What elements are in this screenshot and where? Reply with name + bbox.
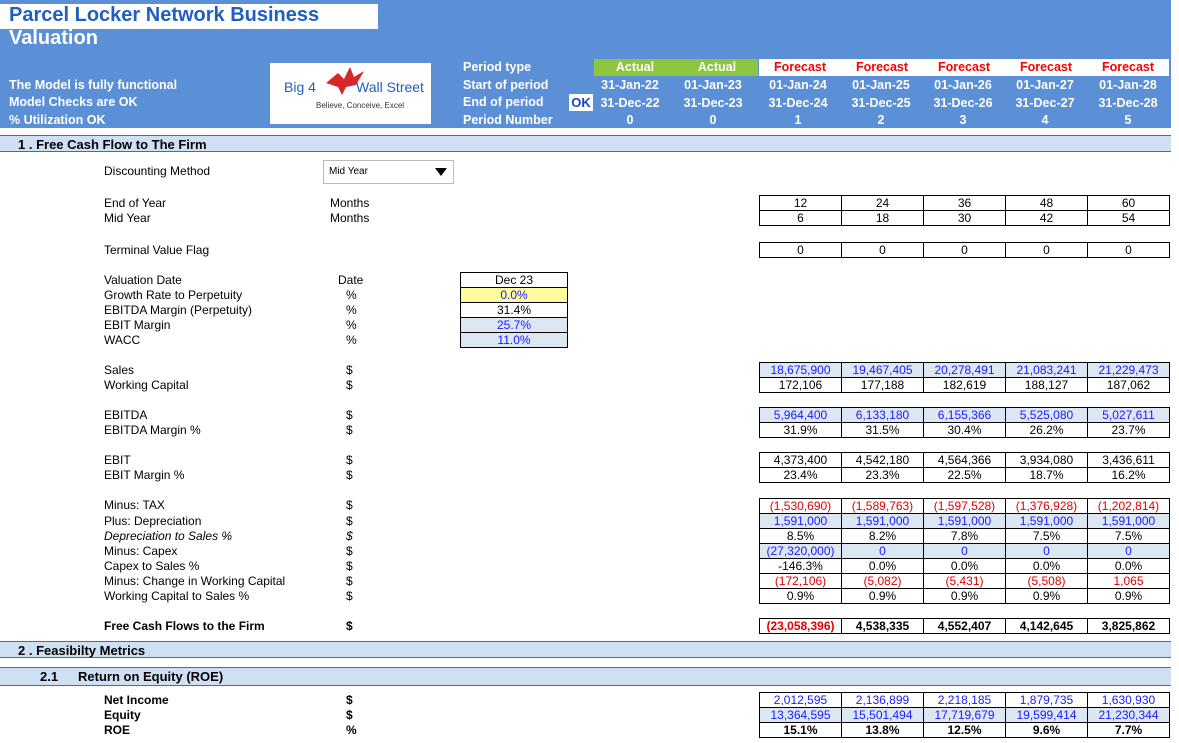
ebit-margin-label: EBIT Margin bbox=[104, 318, 171, 332]
logo-left-text: Big 4 bbox=[284, 79, 316, 95]
working-capital-label: Working Capital bbox=[104, 378, 189, 392]
ebitda-label: EBITDA bbox=[104, 408, 148, 422]
period-start: 01-Jan-27 bbox=[1016, 78, 1074, 92]
wc-s-cell[interactable]: 0.9% bbox=[1005, 588, 1088, 604]
cwc-cell[interactable]: (5,082) bbox=[841, 573, 924, 589]
valuation-date-label: Valuation Date bbox=[104, 273, 182, 287]
tax-label: Minus: TAX bbox=[104, 498, 165, 512]
depreciation-to-sales-unit: $ bbox=[346, 529, 353, 543]
period-start: 01-Jan-28 bbox=[1099, 78, 1157, 92]
ni-cell[interactable]: 2,136,899 bbox=[841, 692, 924, 708]
equity-cell[interactable]: 17,719,679 bbox=[923, 707, 1006, 723]
dep-cell[interactable]: 1,591,000 bbox=[923, 513, 1006, 529]
ebit-margin-unit: % bbox=[346, 318, 357, 332]
ebit-m-cell[interactable]: 16.2% bbox=[1087, 467, 1170, 483]
period-type: Forecast bbox=[1087, 59, 1169, 76]
period-type: Actual bbox=[594, 59, 676, 76]
mid-year-label: Mid Year bbox=[104, 211, 151, 225]
period-type: Forecast bbox=[1005, 59, 1087, 76]
ebitda-m-cell[interactable]: 26.2% bbox=[1005, 422, 1088, 438]
mid-year-unit: Months bbox=[330, 211, 370, 225]
capex-s-cell[interactable]: 0.0% bbox=[1005, 558, 1088, 574]
tax-cell[interactable]: (1,597,528) bbox=[923, 498, 1006, 514]
terminal-cell[interactable]: 0 bbox=[759, 242, 842, 258]
ebitda-m-cell[interactable]: 31.5% bbox=[841, 422, 924, 438]
section-header-roe bbox=[0, 667, 1171, 686]
end-of-year-cell[interactable]: 36 bbox=[923, 195, 1006, 211]
period-type: Forecast bbox=[923, 59, 1005, 76]
capex-label: Minus: Capex bbox=[104, 544, 178, 558]
roe-cell[interactable]: 15.1% bbox=[759, 722, 842, 738]
dep-s-cell[interactable]: 8.5% bbox=[759, 528, 842, 544]
ebitda-m-cell[interactable]: 31.9% bbox=[759, 422, 842, 438]
dep-s-cell[interactable]: 7.8% bbox=[923, 528, 1006, 544]
ebitda-cell[interactable]: 5,525,080 bbox=[1005, 407, 1088, 423]
equity-unit: $ bbox=[346, 708, 353, 722]
section-number: 2.1 bbox=[40, 669, 59, 684]
mid-year-cell[interactable]: 6 bbox=[759, 210, 842, 226]
end-of-year-cell[interactable]: 60 bbox=[1087, 195, 1170, 211]
page-title: Parcel Locker Network Business bbox=[9, 4, 320, 26]
period-end: 31-Dec-27 bbox=[1015, 96, 1075, 110]
ebitda-margin-perp-unit: % bbox=[346, 303, 357, 317]
ebitda-cell[interactable]: 6,155,366 bbox=[923, 407, 1006, 423]
discounting-label: Discounting Method bbox=[104, 164, 211, 178]
wc-cell[interactable]: 188,127 bbox=[1005, 377, 1088, 393]
dep-cell[interactable]: 1,591,000 bbox=[759, 513, 842, 529]
ebit-margin-row-unit: $ bbox=[346, 468, 353, 482]
period-type: Forecast bbox=[759, 59, 841, 76]
terminal-flag-label: Terminal Value Flag bbox=[104, 243, 210, 257]
wacc-unit: % bbox=[346, 333, 357, 347]
depreciation-unit: $ bbox=[346, 514, 353, 528]
tax-unit: $ bbox=[346, 498, 353, 512]
ni-cell[interactable]: 2,218,185 bbox=[923, 692, 1006, 708]
ebit-cell[interactable]: 4,564,366 bbox=[923, 452, 1006, 468]
ebit-unit: $ bbox=[346, 453, 353, 467]
ebit-margin-row-label: EBIT Margin % bbox=[104, 468, 185, 482]
discounting-method-dropdown[interactable] bbox=[323, 160, 454, 184]
logo-tagline: Believe, Conceive, Excel bbox=[316, 101, 405, 110]
ebit-margin-value[interactable]: 25.7% bbox=[460, 317, 568, 333]
ebit-label: EBIT bbox=[104, 453, 131, 467]
capex-cell[interactable]: 0 bbox=[923, 543, 1006, 559]
roe-cell[interactable]: 12.5% bbox=[923, 722, 1006, 738]
period-start: 01-Jan-24 bbox=[769, 78, 827, 92]
page-subtitle: Valuation bbox=[9, 27, 98, 49]
end-of-year-label: End of Year bbox=[104, 196, 167, 210]
roe-label: ROE bbox=[104, 723, 131, 737]
wc-s-cell[interactable]: 0.9% bbox=[759, 588, 842, 604]
capex-s-cell[interactable]: 0.0% bbox=[923, 558, 1006, 574]
dep-s-cell[interactable]: 7.5% bbox=[1005, 528, 1088, 544]
status-functional: The Model is fully functional bbox=[9, 78, 178, 92]
company-logo bbox=[270, 63, 431, 124]
capex-s-cell[interactable]: 0.0% bbox=[1087, 558, 1170, 574]
end-of-year-cell[interactable]: 24 bbox=[841, 195, 924, 211]
terminal-cell[interactable]: 0 bbox=[1005, 242, 1088, 258]
dep-s-cell[interactable]: 8.2% bbox=[841, 528, 924, 544]
dep-cell[interactable]: 1,591,000 bbox=[1087, 513, 1170, 529]
period-end: 31-Dec-24 bbox=[768, 96, 828, 110]
sales-unit: $ bbox=[346, 363, 353, 377]
period-number: 3 bbox=[959, 113, 967, 127]
period-end: 31-Dec-26 bbox=[933, 96, 993, 110]
capex-cell[interactable]: 0 bbox=[1005, 543, 1088, 559]
capex-to-sales-unit: $ bbox=[346, 559, 353, 573]
fcf-cell[interactable]: 4,142,645 bbox=[1005, 618, 1088, 634]
logo-right-text: Wall Street bbox=[356, 79, 424, 95]
equity-cell[interactable]: 21,230,344 bbox=[1087, 707, 1170, 723]
sales-cell[interactable]: 21,083,241 bbox=[1005, 362, 1088, 378]
period-number: 1 bbox=[794, 113, 802, 127]
wc-cell[interactable]: 177,188 bbox=[841, 377, 924, 393]
growth-rate-label: Growth Rate to Perpetuity bbox=[104, 288, 243, 302]
mid-year-cell[interactable]: 30 bbox=[923, 210, 1006, 226]
ebit-cell[interactable]: 3,436,611 bbox=[1087, 452, 1170, 468]
growth-rate-input[interactable]: 0.0% bbox=[460, 287, 568, 303]
ebitda-cell[interactable]: 6,133,180 bbox=[841, 407, 924, 423]
fcf-cell[interactable]: 4,538,335 bbox=[841, 618, 924, 634]
ebit-cell[interactable]: 4,542,180 bbox=[841, 452, 924, 468]
capex-s-cell[interactable]: 0.0% bbox=[841, 558, 924, 574]
section-header-fcf: 1 . Free Cash Flow to The Firm bbox=[0, 135, 1171, 152]
sales-cell[interactable]: 19,467,405 bbox=[841, 362, 924, 378]
net-income-unit: $ bbox=[346, 693, 353, 707]
fcf-cell[interactable]: 4,552,407 bbox=[923, 618, 1006, 634]
period-end: 31-Dec-25 bbox=[851, 96, 911, 110]
ebit-m-cell[interactable]: 18.7% bbox=[1005, 467, 1088, 483]
period-start: 01-Jan-23 bbox=[684, 78, 742, 92]
capex-cell[interactable]: (27,320,000) bbox=[759, 543, 842, 559]
period-number: 2 bbox=[877, 113, 885, 127]
sales-label: Sales bbox=[104, 363, 135, 377]
roe-unit: % bbox=[346, 723, 357, 737]
ni-cell[interactable]: 1,879,735 bbox=[1005, 692, 1088, 708]
ebitda-margin-label: EBITDA Margin % bbox=[104, 423, 201, 437]
dropdown-value: Mid Year bbox=[329, 166, 368, 177]
sales-cell[interactable]: 21,229,473 bbox=[1087, 362, 1170, 378]
terminal-cell[interactable]: 0 bbox=[841, 242, 924, 258]
wc-s-cell[interactable]: 0.9% bbox=[923, 588, 1006, 604]
fcf-cell[interactable]: 3,825,862 bbox=[1087, 618, 1170, 634]
period-end: 31-Dec-28 bbox=[1098, 96, 1158, 110]
cwc-cell[interactable]: (5,431) bbox=[923, 573, 1006, 589]
status-utilization: % Utilization OK bbox=[9, 113, 106, 127]
end-of-year-unit: Months bbox=[330, 196, 370, 210]
period-number: 4 bbox=[1041, 113, 1049, 127]
cwc-cell[interactable]: (172,106) bbox=[759, 573, 842, 589]
wacc-value[interactable]: 11.0% bbox=[460, 332, 568, 348]
ebit-cell[interactable]: 4,373,400 bbox=[759, 452, 842, 468]
net-income-label: Net Income bbox=[104, 693, 169, 707]
wc-cell[interactable]: 172,106 bbox=[759, 377, 842, 393]
growth-rate-unit: % bbox=[346, 288, 357, 302]
ebit-m-cell[interactable]: 23.4% bbox=[759, 467, 842, 483]
period-start: 01-Jan-25 bbox=[852, 78, 910, 92]
terminal-cell[interactable]: 0 bbox=[1087, 242, 1170, 258]
ok-indicator: OK bbox=[569, 94, 593, 111]
period-type: Actual bbox=[676, 59, 758, 76]
wc-cell[interactable]: 182,619 bbox=[923, 377, 1006, 393]
capex-cell[interactable]: 0 bbox=[1087, 543, 1170, 559]
tax-cell[interactable]: (1,376,928) bbox=[1005, 498, 1088, 514]
terminal-cell[interactable]: 0 bbox=[923, 242, 1006, 258]
cwc-cell[interactable]: 1,065 bbox=[1087, 573, 1170, 589]
ebitda-m-cell[interactable]: 30.4% bbox=[923, 422, 1006, 438]
period-start: 01-Jan-26 bbox=[934, 78, 992, 92]
section-title: Return on Equity (ROE) bbox=[78, 669, 224, 684]
period-start: 31-Jan-22 bbox=[601, 78, 659, 92]
capex-s-cell[interactable]: -146.3% bbox=[759, 558, 842, 574]
equity-cell[interactable]: 19,599,414 bbox=[1005, 707, 1088, 723]
dep-cell[interactable]: 1,591,000 bbox=[841, 513, 924, 529]
mid-year-cell[interactable]: 18 bbox=[841, 210, 924, 226]
ebitda-cell[interactable]: 5,964,400 bbox=[759, 407, 842, 423]
change-wc-label: Minus: Change in Working Capital bbox=[104, 574, 286, 588]
wc-s-cell[interactable]: 0.9% bbox=[1087, 588, 1170, 604]
valuation-date-unit: Date bbox=[338, 273, 364, 287]
chevron-down-icon[interactable] bbox=[435, 168, 447, 176]
equity-label: Equity bbox=[104, 708, 141, 722]
ni-cell[interactable]: 1,630,930 bbox=[1087, 692, 1170, 708]
period-end: 31-Dec-23 bbox=[683, 96, 743, 110]
period-end: 31-Dec-22 bbox=[600, 96, 660, 110]
ebitda-unit: $ bbox=[346, 408, 353, 422]
roe-cell[interactable]: 13.8% bbox=[841, 722, 924, 738]
dep-cell[interactable]: 1,591,000 bbox=[1005, 513, 1088, 529]
capex-unit: $ bbox=[346, 544, 353, 558]
ebitda-margin-perp-value[interactable]: 31.4% bbox=[460, 302, 568, 318]
equity-cell[interactable]: 15,501,494 bbox=[841, 707, 924, 723]
roe-cell[interactable]: 7.7% bbox=[1087, 722, 1170, 738]
row-label-period-type: Period type bbox=[463, 60, 532, 74]
ebitda-cell[interactable]: 5,027,611 bbox=[1087, 407, 1170, 423]
ebit-cell[interactable]: 3,934,080 bbox=[1005, 452, 1088, 468]
period-number: 5 bbox=[1124, 113, 1132, 127]
depreciation-label: Plus: Depreciation bbox=[104, 514, 202, 528]
period-type: Forecast bbox=[841, 59, 923, 76]
section-header-feasibility: 2 . Feasibilty Metrics bbox=[0, 641, 1171, 658]
ebitda-margin-unit: $ bbox=[346, 423, 353, 437]
tax-cell[interactable]: (1,530,690) bbox=[759, 498, 842, 514]
row-label-period-number: Period Number bbox=[463, 113, 553, 127]
wc-cell[interactable]: 187,062 bbox=[1087, 377, 1170, 393]
capex-to-sales-label: Capex to Sales % bbox=[104, 559, 200, 573]
dep-s-cell[interactable]: 7.5% bbox=[1087, 528, 1170, 544]
ebitda-margin-perp-label: EBITDA Margin (Perpetuity) bbox=[104, 303, 253, 317]
change-wc-unit: $ bbox=[346, 574, 353, 588]
row-label-end: End of period bbox=[463, 95, 544, 109]
ebit-m-cell[interactable]: 22.5% bbox=[923, 467, 1006, 483]
wc-to-sales-unit: $ bbox=[346, 589, 353, 603]
end-of-year-cell[interactable]: 48 bbox=[1005, 195, 1088, 211]
fcf-label: Free Cash Flows to the Firm bbox=[104, 619, 265, 633]
working-capital-unit: $ bbox=[346, 378, 353, 392]
period-number: 0 bbox=[626, 113, 634, 127]
tax-cell[interactable]: (1,202,814) bbox=[1087, 498, 1170, 514]
period-number: 0 bbox=[709, 113, 717, 127]
roe-cell[interactable]: 9.6% bbox=[1005, 722, 1088, 738]
wacc-label: WACC bbox=[104, 333, 141, 347]
sales-cell[interactable]: 20,278,491 bbox=[923, 362, 1006, 378]
equity-cell[interactable]: 13,364,595 bbox=[759, 707, 842, 723]
mid-year-cell[interactable]: 42 bbox=[1005, 210, 1088, 226]
end-of-year-cell[interactable]: 12 bbox=[759, 195, 842, 211]
ebit-m-cell[interactable]: 23.3% bbox=[841, 467, 924, 483]
valuation-date-input[interactable]: Dec 23 bbox=[460, 272, 568, 288]
capex-cell[interactable]: 0 bbox=[841, 543, 924, 559]
cwc-cell[interactable]: (5,508) bbox=[1005, 573, 1088, 589]
ni-cell[interactable]: 2,012,595 bbox=[759, 692, 842, 708]
row-label-start: Start of period bbox=[463, 78, 549, 92]
fcf-unit: $ bbox=[346, 619, 353, 633]
fcf-cell[interactable]: (23,058,396) bbox=[759, 618, 842, 634]
wc-to-sales-label: Working Capital to Sales % bbox=[104, 589, 250, 603]
wc-s-cell[interactable]: 0.9% bbox=[841, 588, 924, 604]
ebitda-m-cell[interactable]: 23.7% bbox=[1087, 422, 1170, 438]
sales-cell[interactable]: 18,675,900 bbox=[759, 362, 842, 378]
mid-year-cell[interactable]: 54 bbox=[1087, 210, 1170, 226]
tax-cell[interactable]: (1,589,763) bbox=[841, 498, 924, 514]
status-checks: Model Checks are OK bbox=[9, 95, 138, 109]
depreciation-to-sales-label: Depreciation to Sales % bbox=[104, 529, 233, 543]
